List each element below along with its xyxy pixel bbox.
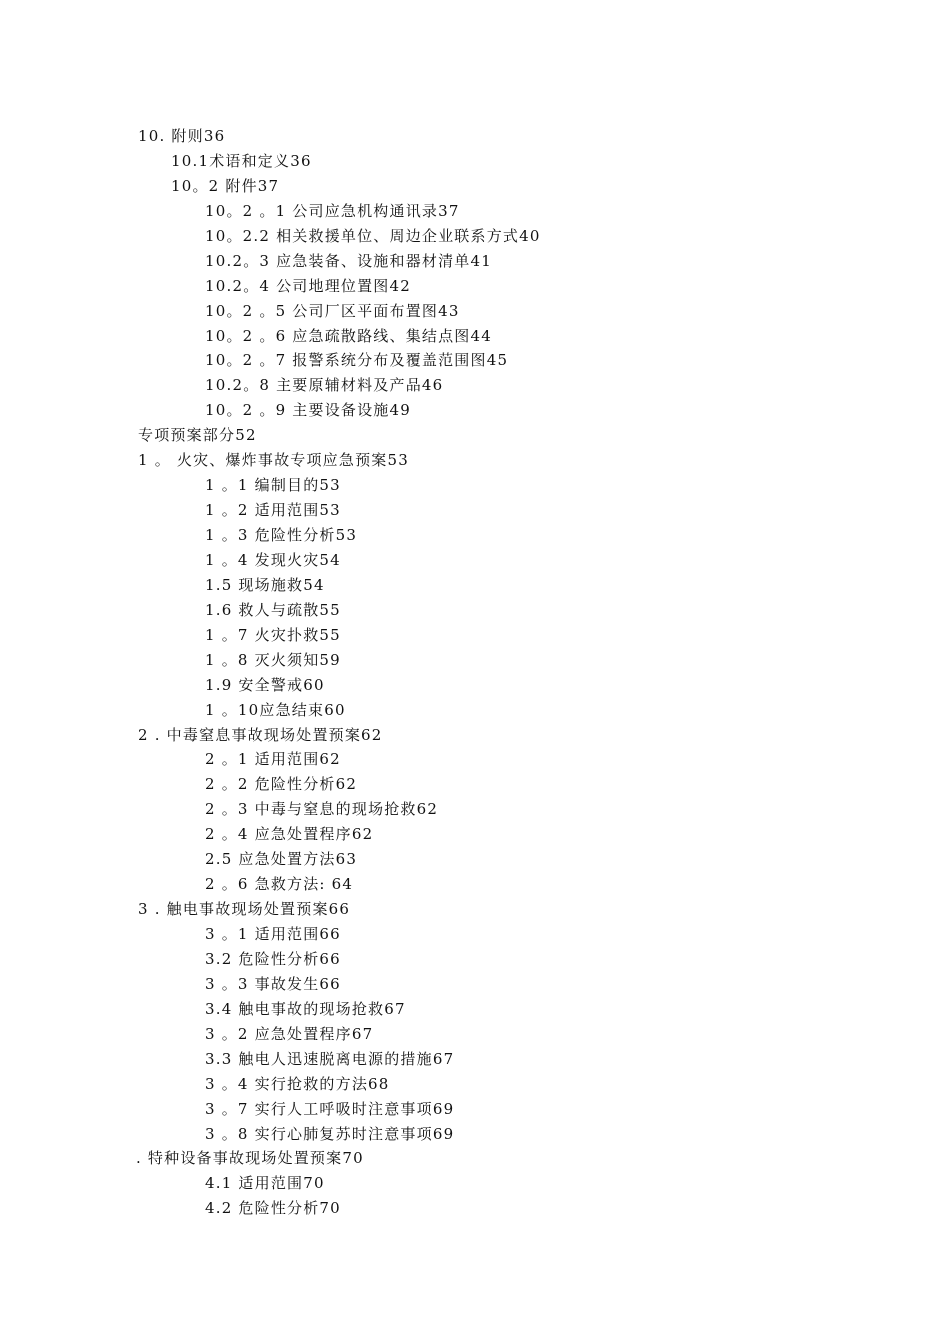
toc-entry[interactable]: 1.5 现场施救54 <box>205 575 325 594</box>
toc-entry[interactable]: 1 。3 危险性分析53 <box>205 526 358 544</box>
toc-entry[interactable]: 10。2 。9 主要设备设施49 <box>205 401 411 420</box>
toc-entry[interactable]: 1 。10应急结束60 <box>205 700 346 719</box>
toc-entry[interactable]: 3 。2 应急处置程序67 <box>205 1024 374 1043</box>
toc-entry[interactable]: 10。2 。5 公司厂区平面布置图43 <box>205 301 460 320</box>
toc-entry[interactable]: 10. 附则36 <box>138 127 226 145</box>
toc-entry[interactable]: 1 。7 火灾扑救55 <box>205 625 341 644</box>
toc-entry[interactable]: 3 。1 适用范围66 <box>205 925 341 943</box>
toc-entry[interactable]: 2 。3 中毒与窒息的现场抢救62 <box>205 800 439 819</box>
toc-entry[interactable]: 10。2 。7 报警系统分布及覆盖范围图45 <box>205 351 509 370</box>
toc-entry[interactable]: 2 。2 危险性分析62 <box>205 775 358 794</box>
toc-entry[interactable]: 10.2。3 应急装备、设施和器材清单41 <box>205 251 492 270</box>
toc-entry[interactable]: 2 . 中毒窒息事故现场处置预案62 <box>138 725 383 744</box>
toc-entry[interactable]: 2 。4 应急处置程序62 <box>205 825 374 844</box>
table-of-contents <box>0 124 950 1221</box>
toc-entry[interactable]: . 特种设备事故现场处置预案70 <box>136 1149 364 1168</box>
toc-entry[interactable]: 1 。2 适用范围53 <box>205 501 341 520</box>
toc-entry[interactable]: 1 。 火灾、爆炸事故专项应急预案53 <box>138 451 409 470</box>
toc-entry[interactable]: 10。2.2 相关救援单位、周边企业联系方式40 <box>205 226 541 245</box>
toc-entry[interactable]: 3 . 触电事故现场处置预案66 <box>138 900 351 919</box>
toc-entry[interactable]: 3 。3 事故发生66 <box>205 974 341 993</box>
toc-entry[interactable]: 3.3 触电人迅速脱离电源的措施67 <box>205 1049 455 1068</box>
toc-entry[interactable]: 2 。6 急救方法: 64 <box>205 875 354 894</box>
toc-entry[interactable]: 1 。1 编制目的53 <box>205 476 341 495</box>
toc-entry[interactable]: 1.9 安全警戒60 <box>205 675 325 694</box>
toc-entry[interactable]: 1 。8 灭火须知59 <box>205 650 341 669</box>
toc-entry[interactable]: 10.1术语和定义36 <box>171 151 312 170</box>
toc-entry[interactable]: 1 。4 发现火灾54 <box>205 550 341 569</box>
toc-entry[interactable]: 10.2。8 主要原辅材料及产品46 <box>205 376 444 395</box>
toc-entry[interactable]: 3.4 触电事故的现场抢救67 <box>205 999 406 1018</box>
toc-entry[interactable]: 专项预案部分52 <box>138 426 257 445</box>
toc-entry[interactable]: 10.2。4 公司地理位置图42 <box>205 276 411 295</box>
toc-entry[interactable]: 4.1 适用范围70 <box>205 1174 325 1193</box>
toc-entry[interactable]: 10。2 附件37 <box>171 176 280 195</box>
toc-entry[interactable]: 4.2 危险性分析70 <box>205 1199 341 1218</box>
toc-entry[interactable]: 1.6 救人与疏散55 <box>205 600 341 619</box>
toc-entry[interactable]: 3 。4 实行抢救的方法68 <box>205 1074 390 1093</box>
toc-entry[interactable]: 3 。8 实行心肺复苏时注意事项69 <box>205 1124 455 1143</box>
toc-entry[interactable]: 2.5 应急处置方法63 <box>205 850 358 869</box>
toc-entry[interactable]: 3.2 危险性分析66 <box>205 949 341 968</box>
toc-entry[interactable]: 3 。7 实行人工呼吸时注意事项69 <box>205 1099 455 1118</box>
toc-entry[interactable]: 10。2 。1 公司应急机构通讯录37 <box>205 201 460 220</box>
toc-entry[interactable]: 2 。1 适用范围62 <box>205 750 341 769</box>
toc-entry[interactable]: 10。2 。6 应急疏散路线、集结点图44 <box>205 326 492 345</box>
